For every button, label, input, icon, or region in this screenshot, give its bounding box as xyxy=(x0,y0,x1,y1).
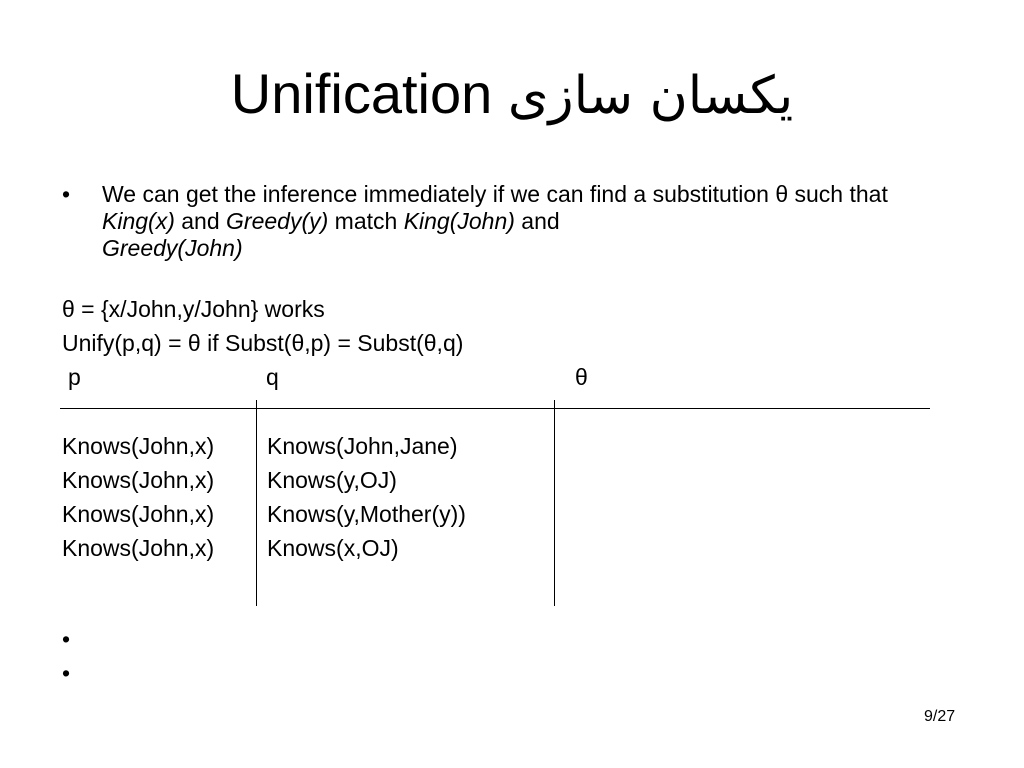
term-greedy-john: Greedy(John) xyxy=(102,235,243,261)
cell-q: Knows(y,Mother(y)) xyxy=(267,501,466,527)
bullet-block xyxy=(62,181,962,262)
empty-bullet: • xyxy=(62,660,71,686)
cell-p: Knows(John,x) xyxy=(62,535,215,561)
header-theta: θ xyxy=(575,364,588,390)
substitution-line: θ = {x/John,y/John} works xyxy=(62,296,325,322)
cell-p: Knows(John,x) xyxy=(62,501,215,527)
bullet-text-4: and xyxy=(514,208,560,234)
title-latin: Unification xyxy=(230,62,493,125)
cell-p: Knows(John,x) xyxy=(62,433,215,459)
unify-definition-line: Unify(p,q) = θ if Subst(θ,p) = Subst(θ,q) xyxy=(62,330,464,356)
title-farsi: یکسان سازی xyxy=(507,66,794,126)
slide-title xyxy=(0,58,1024,132)
cell-q: Knows(x,OJ) xyxy=(267,535,399,561)
column-divider-qtheta xyxy=(554,400,555,606)
header-divider xyxy=(60,408,930,409)
term-king-x: King(x) xyxy=(102,208,175,234)
header-p: p xyxy=(68,364,81,390)
column-divider-pq xyxy=(256,400,257,606)
header-q: q xyxy=(266,364,279,390)
term-greedy-y: Greedy(y) xyxy=(226,208,329,234)
page-number: 9/27 xyxy=(924,708,956,725)
bullet-text-2: and xyxy=(174,208,227,234)
bullet-marker: • xyxy=(62,181,71,207)
bullet-text-3: match xyxy=(328,208,404,234)
bullet-item xyxy=(62,181,962,262)
bullet-text-1: We can get the inference immediately if we can find a substitution θ such that xyxy=(102,181,888,207)
cell-p: Knows(John,x) xyxy=(62,467,215,493)
cell-q: Knows(y,OJ) xyxy=(267,467,397,493)
term-king-john: King(John) xyxy=(403,208,515,234)
cell-q: Knows(John,Jane) xyxy=(267,433,458,459)
empty-bullet: • xyxy=(62,626,71,652)
